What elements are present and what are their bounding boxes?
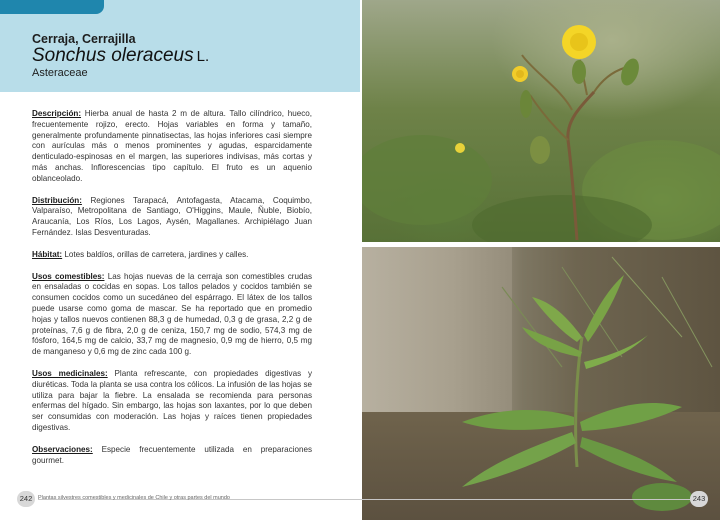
page-number-right: 243 (690, 491, 708, 507)
scientific-name-text: Sonchus oleraceus (32, 45, 194, 66)
section-text: Las hojas nuevas de la cerraja son comestibles crudas en ensaladas o cocidas en sopas. Los tallos pelados y cocidos también se consumen cocidos como un sucedáneo del espárrago. El látex de los tallos puede usarse como goma de mascar. Se ha reportado que en promedio hojas y tallos nuevos contienen 88,3 g de humedad, 0,3 g de grasa, 2,2 g de proteínas, 7,6 g de fibra, 2,0 g de ceniza, 150,7 mg de sodio, 574,3 mg de fósforo, 164,5 mg de calcio, 33,7 mg de magnesio, 0,9 mg de hierro, 0,5 mg de manganeso y 0,6 mg de zinc cada 100 g. (32, 271, 312, 357)
section-label: Descripción: (32, 109, 82, 118)
section-label: Usos comestibles: (32, 271, 105, 281)
section-label: Usos medicinales: (32, 368, 108, 378)
section-text: Especie frecuentemente utilizada en preparaciones gourmet. (32, 444, 313, 465)
footer-book-title: Plantas silvestres comestibles y medicinales de Chile y otras partes del mundo (38, 495, 230, 501)
page-number-left: 242 (17, 491, 35, 507)
section-label: Hábitat: (32, 249, 63, 259)
section-usos-medicinales (32, 369, 312, 434)
rosette-leaves-illustration (362, 247, 720, 520)
section-label: Distribución: (32, 195, 82, 205)
section-label: Observaciones: (32, 444, 93, 454)
section-text: Regiones Tarapacá, Antofagasta, Atacama, Coquimbo, Valparaíso, Metropolitana de Santiago, O'Higgins, Maule, Ñuble, Biobío, Araucanía, Los Ríos, Los Lagos, Aysén, Magallanes. Archipiélago Juan Fernández. Islas Desventuradas. (32, 195, 313, 237)
section-observaciones (32, 445, 312, 467)
section-text: Lotes baldíos, orillas de carretera, jardines y calles. (64, 249, 249, 259)
section-text: Planta refrescante, con propiedades digestivas y diuréticas. Toda la planta se usa contra los cólicos. La infusión de las hojas se utiliza para bajar la fiebre. La ensalada se recomienda para personas enfermas del hígado. Sin embargo, las hojas son laxantes, por lo que deben ser consumidas con moderación. Las hojas y raíces tienen propiedades digestivas. (32, 368, 313, 432)
section-habitat (32, 250, 312, 261)
author-abbreviation: L. (196, 48, 210, 65)
species-description (32, 109, 312, 477)
family-name: Asteraceae (32, 67, 88, 79)
photo-flowering-plant (362, 0, 720, 242)
section-distribucion (32, 196, 312, 239)
plant-flowers-illustration (362, 0, 720, 242)
photo-plant-rosette (362, 247, 720, 520)
section-descripcion (32, 109, 312, 185)
scientific-name (32, 45, 209, 67)
top-tab (0, 0, 104, 14)
section-text: Hierba anual de hasta 2 m de altura. Tallo cilíndrico, hueco, frecuentemente rojizo, erecto. Hojas variables en forma y tamaño, generalmente profundamente pinnatisectas, las hojas inferiores casi siempre con aurículas más o menos prominentes y agudas, esparcidamente denticulado-espinosas en el margen, las superiores indivisas, más cortas y más anchas. Inflorescencias tipo capítulo. El fruto es un aquenio oblanceolado. (32, 109, 312, 183)
common-name: Cerraja, Cerrajilla (32, 32, 136, 46)
section-usos-comestibles (32, 272, 312, 358)
